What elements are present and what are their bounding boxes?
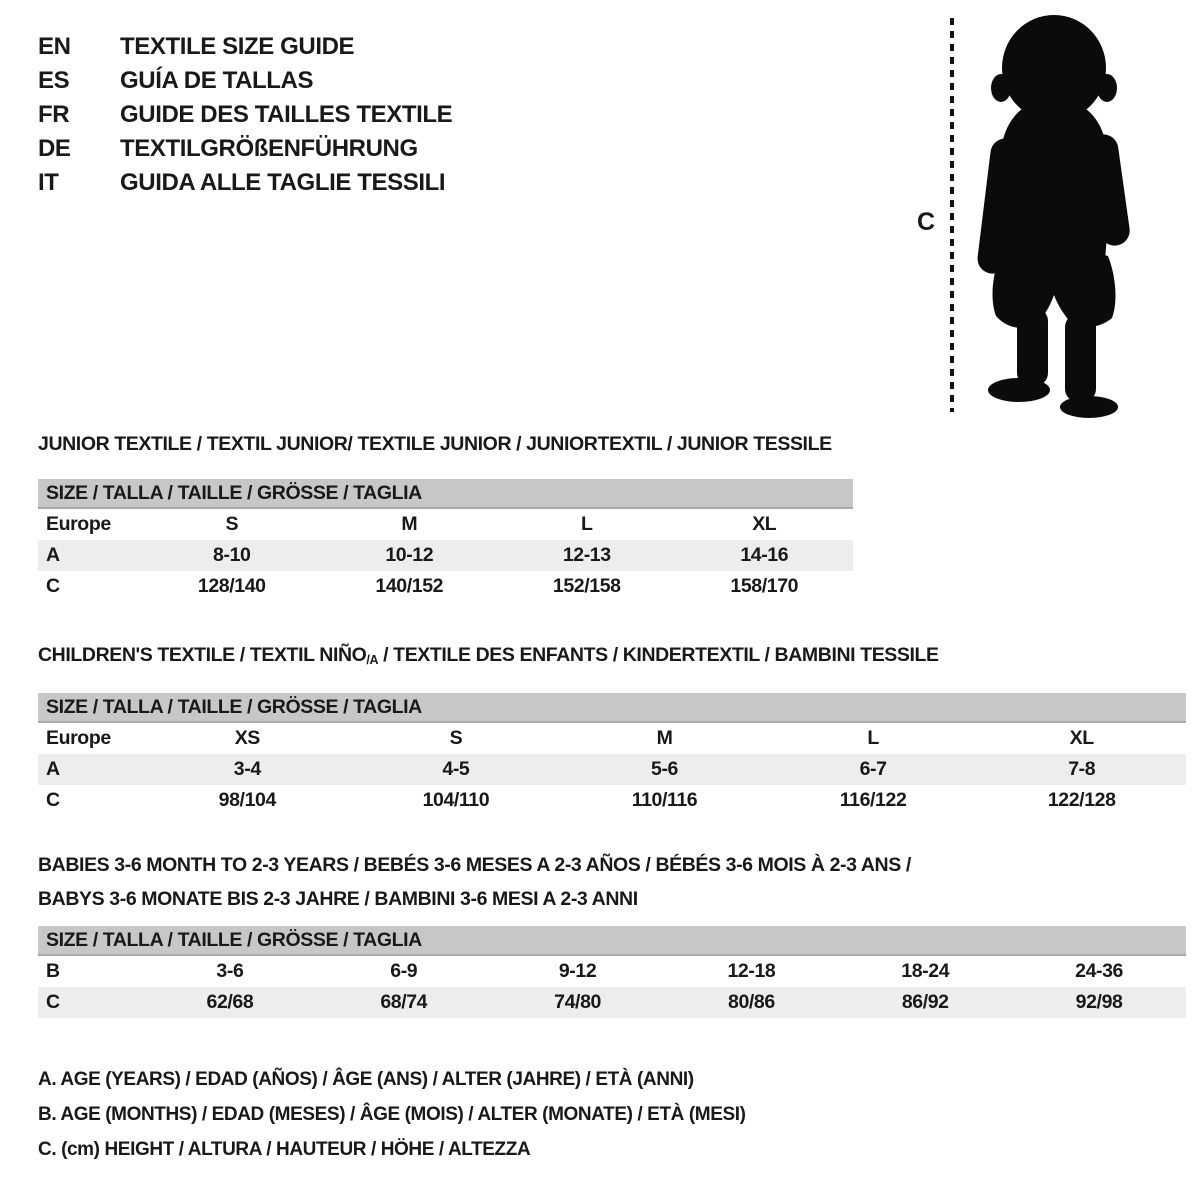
section-childrens-textile [38, 644, 1186, 816]
table-row-a [38, 754, 1186, 785]
row-label: Europe [46, 513, 111, 535]
row-label: C [46, 991, 60, 1013]
language-code: IT [38, 169, 59, 196]
table-row-c [38, 987, 1186, 1018]
cell: XS [234, 727, 260, 749]
cell: 92/98 [1075, 991, 1123, 1013]
section-junior-textile [38, 433, 853, 602]
cell: 116/122 [839, 789, 907, 811]
footnote-b: B. AGE (MONTHS) / EDAD (MESES) / ÂGE (MOIS) / ALTER (MONATE) / ETÀ (MESI) [38, 1104, 746, 1125]
row-label: C [46, 575, 60, 597]
language-list [38, 30, 452, 200]
children-size-table [38, 693, 1186, 816]
cell: 10-12 [385, 544, 434, 566]
language-code: ES [38, 67, 70, 94]
cell: 98/104 [218, 789, 276, 811]
cell: 128/140 [197, 575, 266, 597]
language-row-fr [38, 98, 452, 132]
table-row-europe [38, 723, 1186, 754]
table-row-europe [38, 509, 853, 540]
cell: 3-4 [233, 758, 261, 780]
size-header-bar: SIZE / TALLA / TAILLE / GRÖSSE / TAGLIA [38, 693, 1186, 723]
section-title-children [38, 644, 1186, 671]
row-label: A [46, 544, 60, 566]
junior-size-table [38, 479, 853, 602]
cell: S [225, 513, 239, 535]
size-header-bar: SIZE / TALLA / TAILLE / GRÖSSE / TAGLIA [38, 479, 853, 509]
section-title-junior: JUNIOR TEXTILE / TEXTIL JUNIOR/ TEXTILE JUNIOR / JUNIORTEXTIL / JUNIOR TESSILE [38, 433, 832, 455]
row-label: C [46, 789, 60, 811]
cell: 12-13 [562, 544, 611, 566]
cell: S [449, 727, 463, 749]
footnote-a: A. AGE (YEARS) / EDAD (AÑOS) / ÂGE (ANS) / ALTER (JAHRE) / ETÀ (ANNI) [38, 1069, 694, 1090]
title-subscript: /A [366, 653, 379, 667]
babies-size-table [38, 926, 1186, 1018]
height-measure-dashed-line [950, 18, 954, 412]
toddler-silhouette-icon [963, 10, 1145, 420]
table-row-a [38, 540, 853, 571]
cell: 5-6 [651, 758, 678, 780]
language-code: DE [38, 135, 71, 162]
cell: 6-7 [859, 758, 887, 780]
cell: 12-18 [727, 960, 776, 982]
size-header-bar: SIZE / TALLA / TAILLE / GRÖSSE / TAGLIA [38, 926, 1186, 956]
cell: 158/170 [730, 575, 799, 597]
row-label: B [46, 960, 60, 982]
cell: 68/74 [380, 991, 428, 1013]
cell: L [580, 513, 593, 535]
section-title-babies-line1: BABIES 3-6 MONTH TO 2-3 YEARS / BEBÉS 3-6 MESES A 2-3 AÑOS / BÉBÉS 3-6 MOIS À 2-3 ANS / [38, 854, 911, 876]
cell: 14-16 [740, 544, 789, 566]
language-row-it [38, 166, 452, 200]
cell: 6-9 [390, 960, 418, 982]
language-row-es [38, 64, 452, 98]
cell: 152/158 [552, 575, 621, 597]
cell: 18-24 [901, 960, 950, 982]
footnote-legend [38, 1062, 746, 1167]
title-text: / TEXTILE DES ENFANTS / KINDERTEXTIL / BAMBINI TESSILE [378, 644, 939, 666]
cell: 8-10 [213, 544, 251, 566]
language-code: EN [38, 33, 71, 60]
child-height-figure [905, 10, 1160, 420]
cell: 86/92 [901, 991, 949, 1013]
language-title: TEXTILE SIZE GUIDE [120, 33, 355, 60]
cell: 104/110 [422, 789, 490, 811]
language-title: GUIDE DES TAILLES TEXTILE [120, 101, 453, 128]
cell: 74/80 [554, 991, 601, 1013]
footnote-c: C. (cm) HEIGHT / ALTURA / HAUTEUR / HÖHE / ALTEZZA [38, 1139, 531, 1160]
cell: 80/86 [728, 991, 775, 1013]
cell: 62/68 [206, 991, 254, 1013]
language-title: GUIDA ALLE TAGLIE TESSILI [120, 169, 446, 196]
row-label: A [46, 758, 60, 780]
section-title-babies-line2: BABYS 3-6 MONATE BIS 2-3 JAHRE / BAMBINI 3-6 MESI A 2-3 ANNI [38, 888, 638, 910]
cell: L [867, 727, 879, 749]
language-title: GUÍA DE TALLAS [120, 67, 314, 94]
cell: 9-12 [558, 960, 597, 982]
cell: XL [752, 513, 777, 535]
cell: 4-5 [442, 758, 470, 780]
cell: 140/152 [375, 575, 444, 597]
cell: 110/116 [631, 789, 698, 811]
title-text: CHILDREN'S TEXTILE / TEXTIL NIÑO [38, 644, 367, 666]
table-row-c [38, 571, 853, 602]
language-row-en [38, 30, 452, 64]
language-title: TEXTILGRÖßENFÜHRUNG [120, 135, 418, 162]
height-measure-label: C [917, 208, 935, 236]
cell: 3-6 [216, 960, 244, 982]
table-row-b [38, 956, 1186, 987]
cell: 122/128 [1047, 789, 1116, 811]
section-babies-textile [38, 848, 1186, 1018]
cell: M [656, 727, 673, 749]
cell: 7-8 [1068, 758, 1096, 780]
cell: M [401, 513, 418, 535]
cell: 24-36 [1075, 960, 1123, 982]
cell: XL [1069, 727, 1094, 749]
language-code: FR [38, 101, 70, 128]
row-label: Europe [46, 727, 111, 749]
table-row-c [38, 785, 1186, 816]
language-row-de [38, 132, 452, 166]
